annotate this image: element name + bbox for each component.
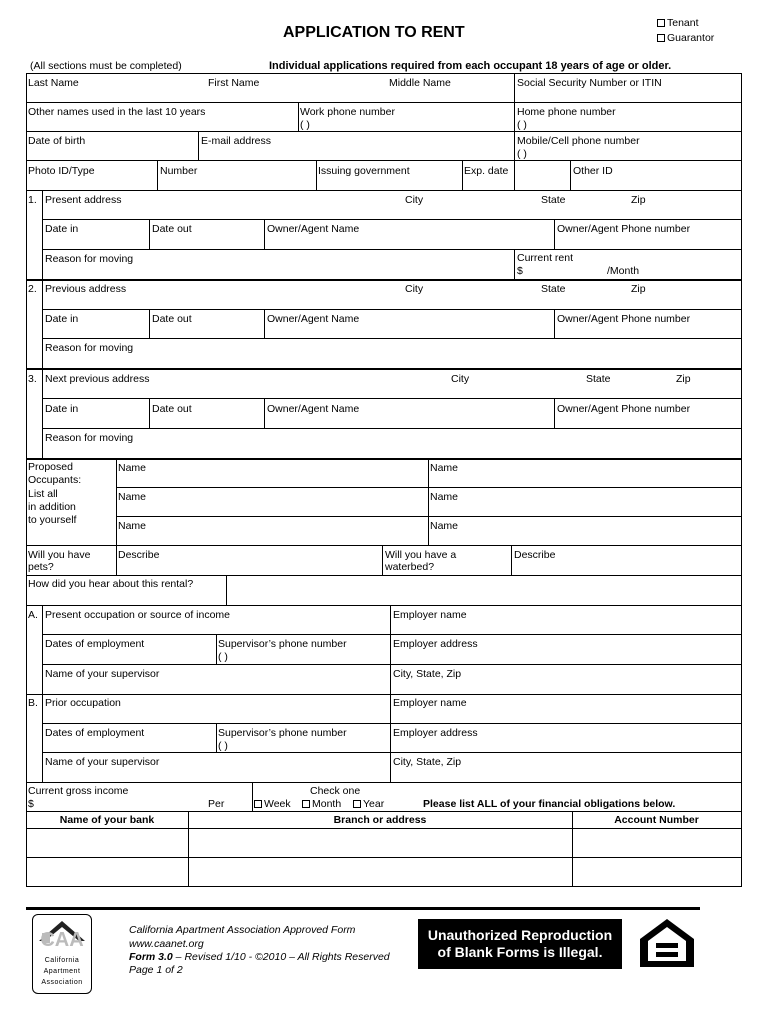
tenant-checkbox[interactable] [657,19,665,27]
prior-supervisor-name-label: Name of your supervisor [45,756,160,768]
prior-occupation-label: Prior occupation [45,697,121,709]
approved-form-text: California Apartment Association Approved Form [129,924,356,936]
prior-employer-name-label: Employer name [393,697,467,709]
week-option[interactable]: Week [254,798,291,810]
home-phone-label: Home phone number [517,106,616,118]
previous-address-label: Previous address [45,283,127,295]
proposed-occupants-label: Proposed Occupants: List all in addition to yourself [28,461,82,527]
present-supervisor-phone-parens: ( ) [218,651,228,663]
bank-name-header: Name of your bank [59,814,155,826]
next-previous-owner-phone-label: Owner/Agent Phone number [557,403,691,415]
previous-owner-name-label: Owner/Agent Name [267,313,360,325]
present-dates-employment-label: Dates of employment [45,638,145,650]
present-zip-label: Zip [631,194,646,206]
mobile-phone-parens: ( ) [517,148,527,160]
month-checkbox[interactable] [302,800,310,808]
previous-owner-phone-label: Owner/Agent Phone number [557,313,691,325]
present-owner-name-label: Owner/Agent Name [267,223,360,235]
present-date-out-label: Date out [152,223,192,235]
next-previous-city-label: City [451,373,470,385]
ssn-label: Social Security Number or ITIN [517,77,662,89]
dob-label: Date of birth [28,135,86,147]
present-employer-address-label: Employer address [393,638,478,650]
occupant-name-4-label: Name [430,491,459,503]
occupant-name-1-label: Name [118,462,147,474]
gross-income-label: Current gross income [28,785,129,797]
next-previous-address-label: Next previous address [45,373,150,385]
month-option[interactable]: Month [302,798,341,810]
previous-reason-label: Reason for moving [45,342,134,354]
next-previous-reason-label: Reason for moving [45,432,134,444]
waterbed-describe-label: Describe [514,549,556,561]
email-label: E-mail address [201,135,272,147]
form-title: APPLICATION TO RENT [283,24,465,41]
address-3-number: 3. [28,373,37,385]
present-date-in-label: Date in [45,223,79,235]
sections-note: (All sections must be completed) [30,60,182,72]
occupant-name-3-label: Name [118,491,147,503]
guarantor-checkbox[interactable] [657,34,665,42]
work-phone-label: Work phone number [300,106,395,118]
gross-income-dollar: $ [28,798,34,810]
banner-line-1: Unauthorized Reproduction [427,927,613,943]
prior-dates-employment-label: Dates of employment [45,727,145,739]
mobile-phone-label: Mobile/Cell phone number [517,135,640,147]
pets-label: Will you have pets? [28,549,91,573]
year-option[interactable]: Year [353,798,384,810]
present-supervisor-name-label: Name of your supervisor [45,668,160,680]
present-state-label: State [541,194,566,206]
income-per-label: Per [208,798,225,810]
guarantor-option[interactable]: Guarantor [657,32,714,44]
previous-state-label: State [541,283,566,295]
previous-zip-label: Zip [631,283,646,295]
prior-city-state-zip-label: City, State, Zip [393,756,462,768]
bank-branch-header: Branch or address [333,814,427,826]
banner-line-2: of Blank Forms is Illegal. [437,944,603,960]
middle-name-label: Middle Name [389,77,451,89]
hear-about-rental-label: How did you hear about this rental? [28,578,194,590]
current-rent-dollar: $ [517,265,523,277]
website-link[interactable]: www.caanet.org [129,938,204,950]
next-previous-date-in-label: Date in [45,403,79,415]
individual-applications-note: Individual applications required from each occupant 18 years of age or older. [269,60,672,72]
prior-supervisor-phone-label: Supervisor’s phone number [218,727,347,739]
next-previous-owner-name-label: Owner/Agent Name [267,403,360,415]
present-city-label: City [405,194,424,206]
year-checkbox[interactable] [353,800,361,808]
next-previous-date-out-label: Date out [152,403,192,415]
present-supervisor-phone-label: Supervisor’s phone number [218,638,347,650]
exp-date-label: Exp. date [464,165,509,177]
id-number-label: Number [160,165,198,177]
occupant-name-2-label: Name [430,462,459,474]
present-address-label: Present address [45,194,122,206]
other-names-label: Other names used in the last 10 years [28,106,206,118]
other-id-label: Other ID [573,165,613,177]
previous-city-label: City [405,283,424,295]
home-phone-parens: ( ) [517,119,527,131]
financial-obligations-note: Please list ALL of your financial obligations below. [423,798,676,810]
present-reason-label: Reason for moving [45,253,134,265]
caa-logo [32,914,92,994]
present-employer-name-label: Employer name [393,609,467,621]
present-city-state-zip-label: City, State, Zip [393,668,462,680]
previous-date-out-label: Date out [152,313,192,325]
prior-employer-address-label: Employer address [393,727,478,739]
last-name-label: Last Name [28,77,79,89]
pets-describe-label: Describe [118,549,160,561]
photo-id-label: Photo ID/Type [28,165,95,177]
tenant-option[interactable]: Tenant [657,17,699,29]
equal-housing-icon [638,917,696,969]
current-rent-month: /Month [607,265,640,277]
current-rent-label: Current rent [517,252,574,264]
present-occupation-label: Present occupation or source of income [45,609,231,621]
account-number-header: Account Number [614,814,699,826]
work-phone-parens: ( ) [300,119,310,131]
employment-b-letter: B. [28,697,38,709]
week-checkbox[interactable] [254,800,262,808]
previous-date-in-label: Date in [45,313,79,325]
occupant-name-6-label: Name [430,520,459,532]
next-previous-zip-label: Zip [676,373,691,385]
caa-logo-text: California Apartment Association [41,957,83,986]
issuing-government-label: Issuing government [318,165,410,177]
form-revision-text: Form 3.0 – Revised 1/10 - ©2010 – All Rights Reserved [129,951,390,963]
next-previous-state-label: State [586,373,611,385]
present-owner-phone-label: Owner/Agent Phone number [557,223,691,235]
check-one-label: Check one [310,785,361,797]
address-1-number: 1. [28,194,37,206]
waterbed-label: Will you have a waterbed? [385,549,457,573]
reproduction-warning-banner [418,919,622,969]
footer-rule [26,907,700,910]
first-name-label: First Name [208,77,260,89]
employment-a-letter: A. [28,609,38,621]
caa-logo-letters: CAA [40,929,84,951]
page-number: Page 1 of 2 [129,964,183,976]
address-2-number: 2. [28,283,37,295]
occupant-name-5-label: Name [118,520,147,532]
prior-supervisor-phone-parens: ( ) [218,740,228,752]
